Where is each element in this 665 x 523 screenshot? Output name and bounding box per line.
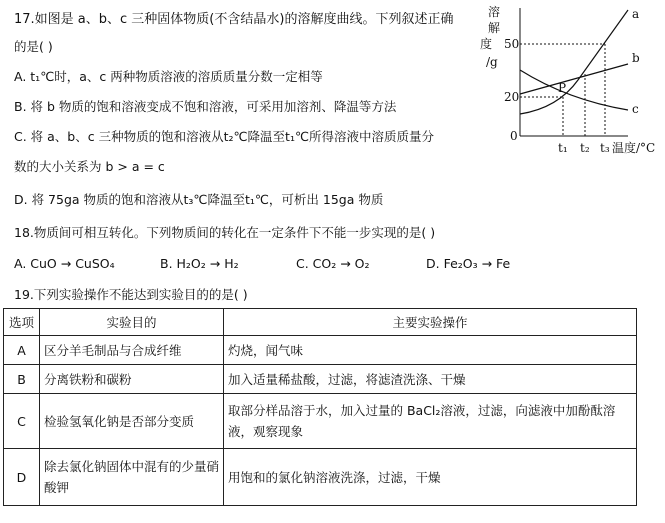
row-purpose: 区分羊毛制品与合成纤维 bbox=[40, 336, 224, 365]
q17-option-c-line2: 数的大小关系为 b > a = c bbox=[14, 159, 165, 174]
table-header-operation: 主要实验操作 bbox=[224, 309, 637, 336]
ylabel-char-0: 溶 bbox=[488, 5, 501, 19]
row-option: D bbox=[4, 449, 40, 506]
series-label-c: c bbox=[632, 102, 639, 116]
q18-option-a: A. CuO → CuSO₄ bbox=[14, 256, 115, 271]
solubility-chart bbox=[478, 0, 665, 170]
xtick-t2: t₂ bbox=[580, 141, 590, 155]
row-operation: 灼烧，闻气味 bbox=[224, 336, 637, 365]
xtick-t3: t₃ bbox=[600, 141, 610, 155]
row-option: A bbox=[4, 336, 40, 365]
ytick-0: 0 bbox=[510, 129, 518, 143]
q19-table bbox=[3, 308, 637, 506]
q18-stem: 18.物质间可相互转化。下列物质间的转化在一定条件下不能一步实现的是( ) bbox=[14, 225, 436, 240]
q17-option-c-line1: C. 将 a、b、c 三种物质的饱和溶液从t₂℃降温至t₁℃所得溶液中溶质质量分 bbox=[14, 129, 434, 144]
table-row bbox=[4, 365, 637, 394]
table-row bbox=[4, 449, 637, 506]
ylabel-char-1: 解 bbox=[488, 21, 501, 35]
row-option: B bbox=[4, 365, 40, 394]
row-operation: 加入适量稀盐酸，过滤，将滤渣洗涤、干燥 bbox=[224, 365, 637, 394]
xtick-t1: t₁ bbox=[558, 141, 568, 155]
q18-options bbox=[14, 256, 514, 274]
q17-stem-line2: 的是( ) bbox=[14, 39, 53, 54]
point-p-label: P bbox=[558, 81, 567, 95]
ytick-20: 20 bbox=[504, 90, 520, 104]
row-option: C bbox=[4, 394, 40, 449]
q17-option-d: D. 将 75ga 物质的饱和溶液从t₃℃降温至t₁℃，可析出 15ga 物质 bbox=[14, 192, 384, 207]
ylabel-char-2: 度 bbox=[480, 37, 493, 51]
table-row bbox=[4, 336, 637, 365]
ylabel-unit: /g bbox=[486, 55, 498, 69]
series-label-a: a bbox=[632, 7, 640, 21]
q18-option-b: B. H₂O₂ → H₂ bbox=[160, 256, 239, 271]
q18-option-c: C. CO₂ → O₂ bbox=[296, 256, 370, 271]
ytick-50: 50 bbox=[504, 37, 520, 51]
q19-stem: 19.下列实验操作不能达到实验目的的是( ) bbox=[14, 287, 248, 302]
table-header-option: 选项 bbox=[4, 309, 40, 336]
row-purpose: 检验氢氧化钠是否部分变质 bbox=[40, 394, 224, 449]
row-purpose: 分离铁粉和碳粉 bbox=[40, 365, 224, 394]
row-operation: 取部分样品溶于水，加入过量的 BaCl₂溶液，过滤，向滤液中加酚酞溶液，观察现象 bbox=[224, 394, 637, 449]
curve-a bbox=[520, 10, 628, 114]
q17-option-b: B. 将 b 物质的饱和溶液变成不饱和溶液，可采用加溶剂、降温等方法 bbox=[14, 99, 397, 114]
q17-stem-line1: 17.如图是 a、b、c 三种固体物质(不含结晶水)的溶解度曲线。下列叙述正确 bbox=[14, 12, 454, 27]
series-label-b: b bbox=[632, 51, 640, 65]
table-header-purpose: 实验目的 bbox=[40, 309, 224, 336]
row-operation: 用饱和的氯化钠溶液洗涤，过滤，干燥 bbox=[224, 449, 637, 506]
table-row bbox=[4, 394, 637, 449]
xlabel: 温度/°C bbox=[612, 141, 656, 155]
q18-option-d: D. Fe₂O₃ → Fe bbox=[426, 256, 511, 271]
q17-option-a: A. t₁℃时，a、c 两种物质溶液的溶质质量分数一定相等 bbox=[14, 69, 323, 84]
row-purpose: 除去氯化钠固体中混有的少量硝酸钾 bbox=[40, 449, 224, 506]
